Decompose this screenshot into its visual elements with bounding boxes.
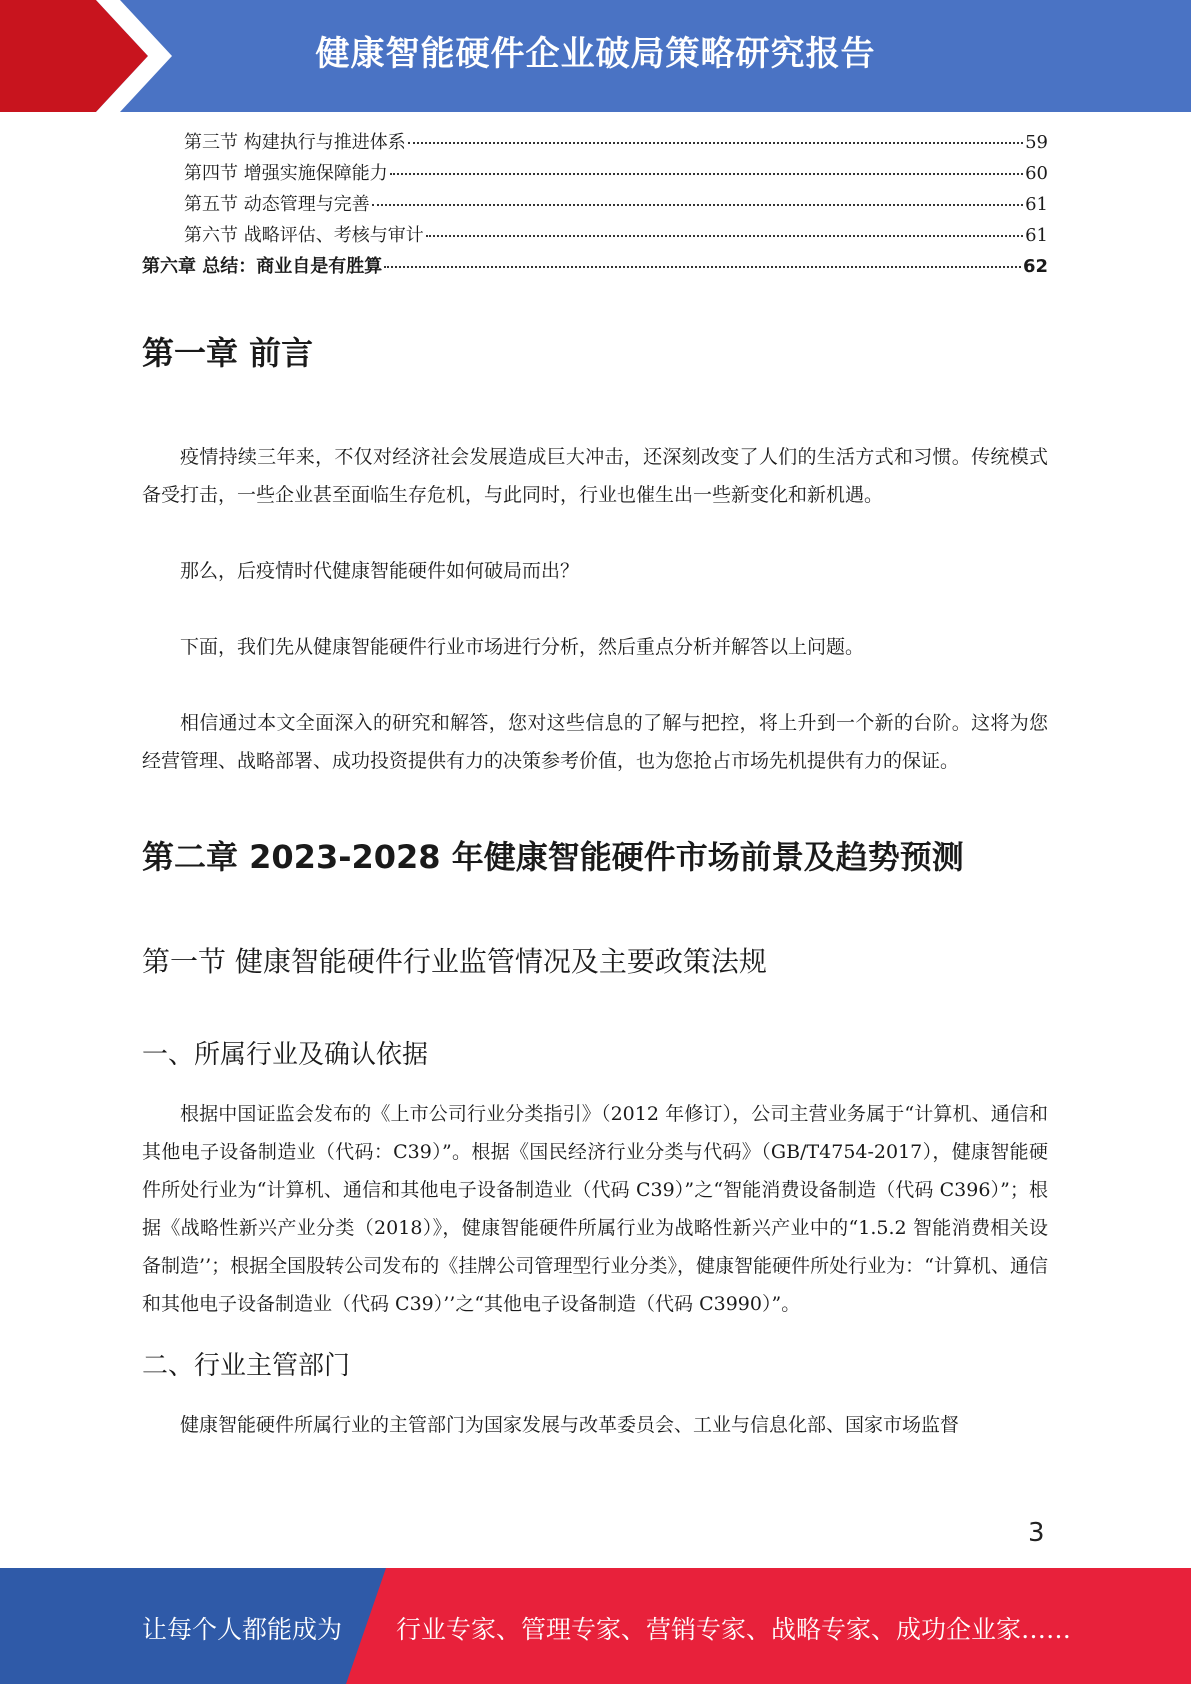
toc-entry[interactable] — [142, 159, 1048, 190]
report-title: 健康智能硬件企业破局策略研究报告 — [315, 34, 876, 74]
toc-entry[interactable] — [142, 128, 1048, 159]
toc-entry-label: 第四节 增强实施保障能力 — [184, 163, 388, 184]
toc-entry-page: 61 — [1025, 194, 1048, 215]
toc-entry-label: 第六章 总结：商业自是有胜算 — [142, 256, 383, 277]
footer-slogan-left: 让每个人都能成为 — [142, 1615, 343, 1644]
chapter-1-paragraph: 那么，后疫情时代健康智能硬件如何破局而出？ — [180, 560, 580, 582]
subsection-1-paragraph: 根据中国证监会发布的《上市公司行业分类指引》（2012 年修订），公司主营业务属于“计算机、通信和其他电子设备制造业（代码：C39）”。根据《国民经济行业分类与代码》（GB/T4754-2017），健康智能硬件所处行业为“计算机、通信和其他电子设备制造业（代码 C39）”之“智能消费设备制造（代码 C396）”；根据《战略性新兴产业分类（2018）》，健康智能硬件所属行业为战略性新兴产业中的“1.5.2 智能消费相关设备制造’’；根据全国股转公司发布的《挂牌公司管理型行业分类》，健康智能硬件所处行业为：“计算机、通信和其他电子设备制造业（代码 C39）’’之“其他电子设备制造（代码 C3990）”。 — [142, 1103, 1048, 1315]
toc-dot-leader — [372, 204, 1023, 206]
toc-entry-label: 第六节 战略评估、考核与审计 — [184, 225, 424, 246]
toc-entry-page: 61 — [1025, 225, 1048, 246]
page-footer — [0, 1568, 1191, 1684]
toc-entry-chapter[interactable] — [142, 252, 1048, 283]
document-body — [142, 320, 1048, 1444]
footer-slogan-right: 行业专家、管理专家、营销专家、战略专家、成功企业家…… — [396, 1615, 1072, 1644]
toc-entry-page: 59 — [1025, 132, 1048, 153]
subsection-2-heading: 二、行业主管部门 — [142, 1351, 351, 1381]
chapter-1-paragraph: 相信通过本文全面深入的研究和解答，您对这些信息的了解与把控，将上升到一个新的台阶。这将为您经营管理、战略部署、成功投资提供有力的决策参考价值，也为您抢占市场先机提供有力的保证。 — [142, 712, 1048, 772]
toc-dot-leader — [390, 173, 1023, 175]
chapter-1-paragraph: 下面，我们先从健康智能硬件行业市场进行分析，然后重点分析并解答以上问题。 — [180, 636, 865, 658]
page-header — [0, 0, 1191, 112]
chapter-2-heading: 第二章 2023-2028 年健康智能硬件市场前景及趋势预测 — [142, 838, 964, 876]
chapter-1-heading: 第一章 前言 — [142, 334, 314, 372]
toc-dot-leader — [408, 142, 1023, 144]
subsection-1-heading: 一、所属行业及确认依据 — [142, 1040, 429, 1070]
toc-entry-page: 62 — [1022, 256, 1048, 277]
toc-dot-leader — [384, 266, 1021, 268]
toc-entry[interactable] — [142, 221, 1048, 252]
toc-entry-page: 60 — [1025, 163, 1048, 184]
toc-entry-label: 第五节 动态管理与完善 — [184, 194, 370, 215]
section-1-heading: 第一节 健康智能硬件行业监管情况及主要政策法规 — [142, 945, 767, 978]
toc-dot-leader — [426, 235, 1023, 237]
page-number: 3 — [1028, 1518, 1045, 1548]
table-of-contents — [142, 128, 1048, 283]
chapter-1-paragraph: 疫情持续三年来，不仅对经济社会发展造成巨大冲击，还深刻改变了人们的生活方式和习惯。传统模式备受打击，一些企业甚至面临生存危机，与此同时，行业也催生出一些新变化和新机遇。 — [142, 446, 1048, 506]
toc-entry-label: 第三节 构建执行与推进体系 — [184, 132, 406, 153]
toc-entry[interactable] — [142, 190, 1048, 221]
subsection-2-paragraph: 健康智能硬件所属行业的主管部门为国家发展与改革委员会、工业与信息化部、国家市场监督 — [180, 1414, 960, 1436]
